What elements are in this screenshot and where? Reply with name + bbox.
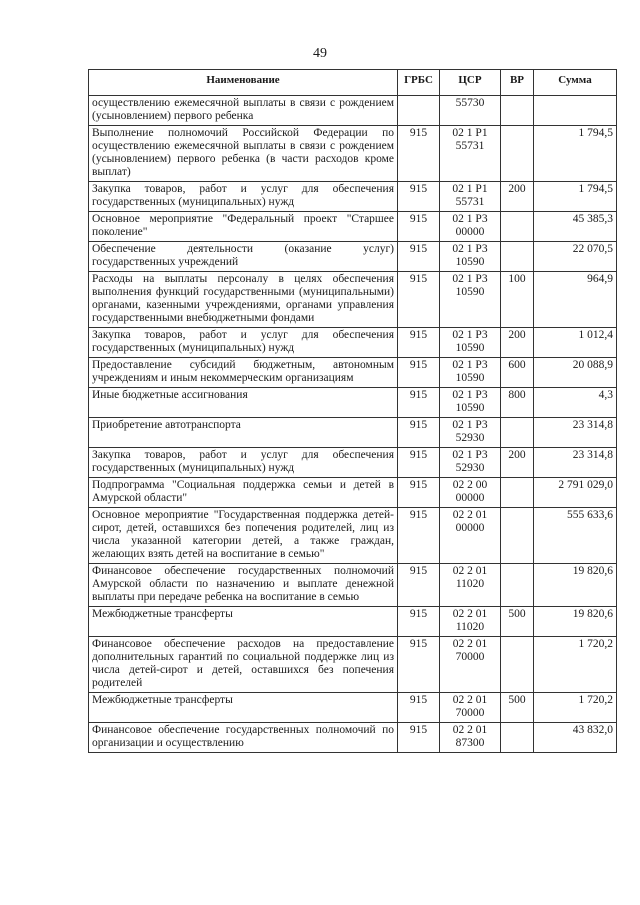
cell-name: Приобретение автотранспорта [89, 418, 398, 448]
cell-sum: 4,3 [534, 388, 617, 418]
cell-csr: 02 1 Р3 52930 [440, 448, 501, 478]
cell-name: Обеспечение деятельности (оказание услуг) государственных учреждений [89, 242, 398, 272]
cell-grbs [398, 96, 440, 126]
cell-grbs: 915 [398, 328, 440, 358]
cell-csr: 02 2 01 00000 [440, 508, 501, 564]
table-row [89, 723, 617, 753]
cell-csr: 02 2 01 11020 [440, 564, 501, 607]
cell-grbs: 915 [398, 272, 440, 328]
cell-grbs: 915 [398, 637, 440, 693]
cell-name: Финансовое обеспечение государственных полномочий Амурской области по назначению и выплате денежной выплаты при передаче ребенка на воспитание в семью [89, 564, 398, 607]
cell-csr: 02 1 Р3 10590 [440, 272, 501, 328]
table-row [89, 478, 617, 508]
table-row [89, 242, 617, 272]
column-header-vr: ВР [501, 70, 534, 96]
cell-grbs: 915 [398, 212, 440, 242]
cell-vr [501, 212, 534, 242]
cell-sum: 43 832,0 [534, 723, 617, 753]
cell-sum: 45 385,3 [534, 212, 617, 242]
cell-sum: 1 794,5 [534, 126, 617, 182]
cell-sum: 19 820,6 [534, 564, 617, 607]
cell-name: Закупка товаров, работ и услуг для обеспечения государственных (муниципальных) нужд [89, 448, 398, 478]
table-row [89, 212, 617, 242]
budget-table [88, 69, 617, 753]
table-row [89, 328, 617, 358]
cell-name: Межбюджетные трансферты [89, 607, 398, 637]
cell-grbs: 915 [398, 126, 440, 182]
column-header-grbs: ГРБС [398, 70, 440, 96]
cell-sum: 964,9 [534, 272, 617, 328]
cell-name: Закупка товаров, работ и услуг для обеспечения государственных (муниципальных) нужд [89, 328, 398, 358]
page-number: 49 [313, 46, 327, 61]
table-row [89, 358, 617, 388]
cell-sum: 1 720,2 [534, 637, 617, 693]
cell-name: осуществлению ежемесячной выплаты в связи с рождением (усыновлением) первого ребенка [89, 96, 398, 126]
cell-vr [501, 564, 534, 607]
cell-grbs: 915 [398, 478, 440, 508]
cell-csr: 02 2 01 70000 [440, 637, 501, 693]
cell-name: Финансовое обеспечение государственных полномочий по организации и осуществлению [89, 723, 398, 753]
cell-csr: 02 1 Р1 55731 [440, 126, 501, 182]
cell-csr: 02 2 00 00000 [440, 478, 501, 508]
cell-name: Финансовое обеспечение расходов на предоставление дополнительных гарантий по социальной поддержке лиц из числа детей-сирот и детей, оставшихся без попечения родителей [89, 637, 398, 693]
cell-csr: 02 1 Р3 00000 [440, 212, 501, 242]
cell-name: Основное мероприятие "Федеральный проект "Старшее поколение" [89, 212, 398, 242]
table-row [89, 96, 617, 126]
cell-csr: 02 1 Р1 55731 [440, 182, 501, 212]
cell-csr: 55730 [440, 96, 501, 126]
table-body [89, 96, 617, 753]
cell-name: Расходы на выплаты персоналу в целях обеспечения выполнения функций государственными (муниципальными) органами, казенными учреждениями, органами управления государственными внебюджетными фондами [89, 272, 398, 328]
table-row [89, 607, 617, 637]
cell-grbs: 915 [398, 242, 440, 272]
cell-vr [501, 126, 534, 182]
cell-grbs: 915 [398, 508, 440, 564]
table-row [89, 693, 617, 723]
cell-name: Иные бюджетные ассигнования [89, 388, 398, 418]
cell-grbs: 915 [398, 182, 440, 212]
table-row [89, 448, 617, 478]
cell-vr: 500 [501, 693, 534, 723]
table-row [89, 388, 617, 418]
cell-sum: 1 794,5 [534, 182, 617, 212]
cell-vr [501, 508, 534, 564]
cell-sum: 20 088,9 [534, 358, 617, 388]
cell-name: Выполнение полномочий Российской Федерации по осуществлению ежемесячной выплаты в связи с рождением (усыновлением) первого ребенка (в части расходов кроме выплат) [89, 126, 398, 182]
cell-grbs: 915 [398, 693, 440, 723]
cell-vr: 800 [501, 388, 534, 418]
cell-vr: 100 [501, 272, 534, 328]
cell-name: Основное мероприятие "Государственная поддержка детей-сирот, детей, оставшихся без попечения родителей, лиц из числа указанной категории детей, а также граждан, желающих взять детей на воспитание в семью" [89, 508, 398, 564]
table-row [89, 126, 617, 182]
cell-grbs: 915 [398, 418, 440, 448]
cell-sum [534, 96, 617, 126]
cell-vr [501, 478, 534, 508]
cell-vr [501, 637, 534, 693]
cell-name: Закупка товаров, работ и услуг для обеспечения государственных (муниципальных) нужд [89, 182, 398, 212]
cell-sum: 1 012,4 [534, 328, 617, 358]
cell-name: Подпрограмма "Социальная поддержка семьи и детей в Амурской области" [89, 478, 398, 508]
table-row [89, 182, 617, 212]
cell-sum: 23 314,8 [534, 418, 617, 448]
table-row [89, 272, 617, 328]
cell-sum: 555 633,6 [534, 508, 617, 564]
cell-vr: 200 [501, 182, 534, 212]
cell-vr [501, 418, 534, 448]
cell-csr: 02 2 01 87300 [440, 723, 501, 753]
cell-csr: 02 1 Р3 10590 [440, 328, 501, 358]
cell-csr: 02 1 Р3 10590 [440, 242, 501, 272]
column-header-sum: Сумма [534, 70, 617, 96]
cell-csr: 02 2 01 11020 [440, 607, 501, 637]
cell-vr: 500 [501, 607, 534, 637]
cell-sum: 2 791 029,0 [534, 478, 617, 508]
cell-grbs: 915 [398, 607, 440, 637]
cell-csr: 02 1 Р3 52930 [440, 418, 501, 448]
cell-vr: 200 [501, 328, 534, 358]
cell-csr: 02 1 Р3 10590 [440, 358, 501, 388]
cell-sum: 1 720,2 [534, 693, 617, 723]
table-row [89, 508, 617, 564]
cell-sum: 23 314,8 [534, 448, 617, 478]
cell-vr: 600 [501, 358, 534, 388]
table-row [89, 564, 617, 607]
cell-grbs: 915 [398, 388, 440, 418]
table-row [89, 418, 617, 448]
column-header-csr: ЦСР [440, 70, 501, 96]
cell-grbs: 915 [398, 564, 440, 607]
table-header-row [89, 70, 617, 96]
cell-vr [501, 96, 534, 126]
cell-name: Межбюджетные трансферты [89, 693, 398, 723]
cell-grbs: 915 [398, 448, 440, 478]
column-header-name: Наименование [89, 70, 398, 96]
cell-csr: 02 1 Р3 10590 [440, 388, 501, 418]
cell-vr [501, 242, 534, 272]
cell-sum: 19 820,6 [534, 607, 617, 637]
cell-vr: 200 [501, 448, 534, 478]
cell-name: Предоставление субсидий бюджетным, автономным учреждениям и иным некоммерческим организациям [89, 358, 398, 388]
cell-grbs: 915 [398, 723, 440, 753]
cell-vr [501, 723, 534, 753]
cell-sum: 22 070,5 [534, 242, 617, 272]
cell-grbs: 915 [398, 358, 440, 388]
cell-csr: 02 2 01 70000 [440, 693, 501, 723]
table-row [89, 637, 617, 693]
